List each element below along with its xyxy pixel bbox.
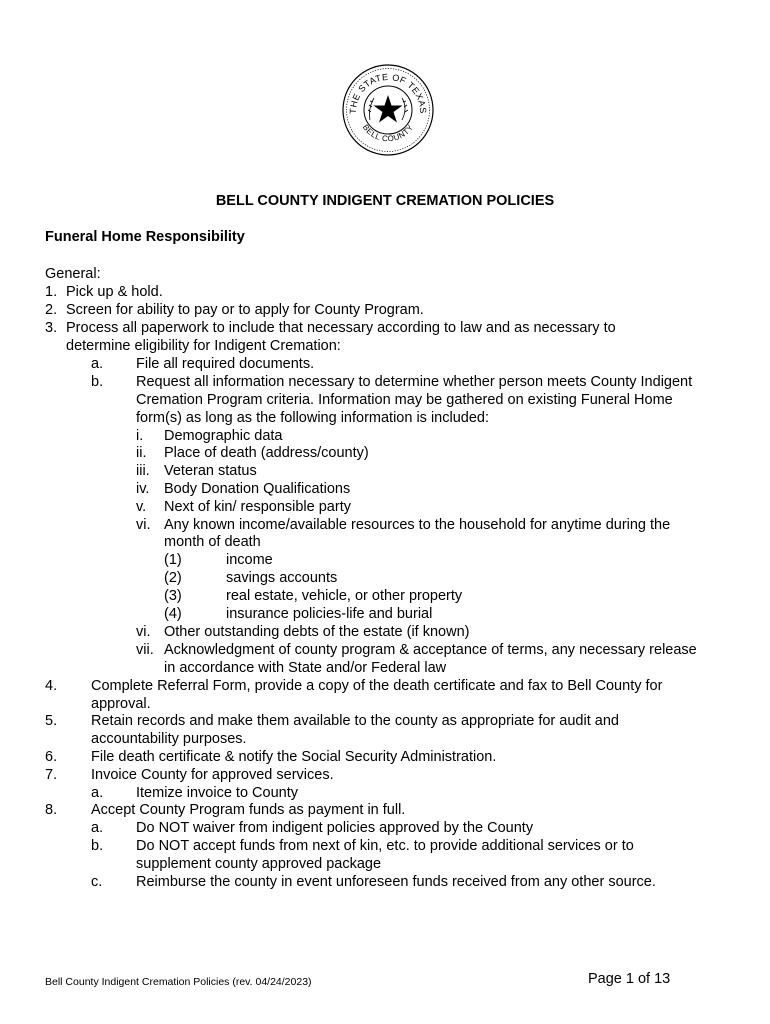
item-number: 2. xyxy=(45,302,58,318)
subitem-text: Request all information necessary to determine whether person meets County Indigent xyxy=(136,374,693,390)
subitem-text: Do NOT waiver from indigent policies approved by the County xyxy=(136,820,534,836)
roman-number: ii. xyxy=(136,445,147,461)
roman-text: Place of death (address/county) xyxy=(164,445,369,461)
roman-text: Demographic data xyxy=(164,428,283,444)
item-text: Process all paperwork to include that necessary according to law and as necessary to xyxy=(66,320,616,336)
subitem-text: File all required documents. xyxy=(136,356,315,372)
item-number: 5. xyxy=(45,713,58,729)
paren-number: (3) xyxy=(164,588,182,604)
roman-text: Any known income/available resources to the household for anytime during the xyxy=(164,517,671,533)
paren-number: (2) xyxy=(164,570,182,586)
general-label: General: xyxy=(45,266,101,282)
roman-text: month of death xyxy=(164,534,261,550)
roman-number: vii. xyxy=(136,642,154,658)
subitem-letter: b. xyxy=(91,374,104,390)
seal-bottom-text: BELL COUNTY xyxy=(360,122,416,144)
subitem-text: Reimburse the county in event unforeseen funds received from any other source. xyxy=(136,874,656,890)
roman-number: iv. xyxy=(136,481,150,497)
subitem-text: Itemize invoice to County xyxy=(136,785,298,801)
item-text: determine eligibility for Indigent Cremation: xyxy=(66,338,341,354)
item-number: 6. xyxy=(45,749,58,765)
item-text: Pick up & hold. xyxy=(66,284,163,300)
subitem-letter: a. xyxy=(91,785,104,801)
paren-number: (1) xyxy=(164,552,182,568)
paren-number: (4) xyxy=(164,606,182,622)
roman-text: in accordance with State and/or Federal law xyxy=(164,660,447,676)
roman-text: Other outstanding debts of the estate (if known) xyxy=(164,624,470,640)
footer-document-name: Bell County Indigent Cremation Policies (rev. 04/24/2023) xyxy=(45,976,312,988)
item-text: Screen for ability to pay or to apply for County Program. xyxy=(66,302,424,318)
subitem-text: Do NOT accept funds from next of kin, etc. to provide additional services or to xyxy=(136,838,634,854)
subitem-letter: a. xyxy=(91,820,104,836)
item-text: Complete Referral Form, provide a copy of the death certificate and fax to Bell County for xyxy=(91,678,663,694)
document-title: BELL COUNTY INDIGENT CREMATION POLICIES xyxy=(215,193,555,209)
roman-text: Body Donation Qualifications xyxy=(164,481,351,497)
item-text: approval. xyxy=(91,696,151,712)
item-number: 3. xyxy=(45,320,58,336)
item-text: File death certificate & notify the Social Security Administration. xyxy=(91,749,497,765)
paren-text: real estate, vehicle, or other property xyxy=(226,588,463,604)
item-text: Retain records and make them available to the county as appropriate for audit and xyxy=(91,713,619,729)
subitem-text: Cremation Program criteria. Information may be gathered on existing Funeral Home xyxy=(136,392,673,408)
seal-top-text: THE STATE OF TEXAS xyxy=(347,71,429,115)
item-text: Invoice County for approved services. xyxy=(91,767,334,783)
roman-number: v. xyxy=(136,499,147,515)
subitem-letter: b. xyxy=(91,838,104,854)
paren-text: income xyxy=(226,552,273,568)
subitem-text: supplement county approved package xyxy=(136,856,382,872)
star-icon xyxy=(374,95,403,123)
item-number: 8. xyxy=(45,802,58,818)
roman-text: Next of kin/ responsible party xyxy=(164,499,351,515)
subitem-letter: a. xyxy=(91,356,104,372)
roman-text: Acknowledgment of county program & acceptance of terms, any necessary release xyxy=(164,642,697,658)
section-heading: Funeral Home Responsibility xyxy=(45,229,245,245)
subitem-text: form(s) as long as the following information is included: xyxy=(136,410,489,426)
roman-number: i. xyxy=(136,428,144,444)
roman-number: vi. xyxy=(136,624,151,640)
item-number: 4. xyxy=(45,678,58,694)
county-seal xyxy=(340,62,436,158)
item-text: Accept County Program funds as payment in full. xyxy=(91,802,406,818)
item-text: accountability purposes. xyxy=(91,731,247,747)
footer-page-number: Page 1 of 13 xyxy=(588,971,671,987)
subitem-letter: c. xyxy=(91,874,103,890)
roman-number: iii. xyxy=(136,463,150,479)
paren-text: insurance policies-life and burial xyxy=(226,606,433,622)
svg-text:BELL COUNTY xyxy=(361,123,416,144)
item-number: 1. xyxy=(45,284,58,300)
item-number: 7. xyxy=(45,767,58,783)
paren-text: savings accounts xyxy=(226,570,338,586)
roman-number: vi. xyxy=(136,517,151,533)
roman-text: Veteran status xyxy=(164,463,257,479)
